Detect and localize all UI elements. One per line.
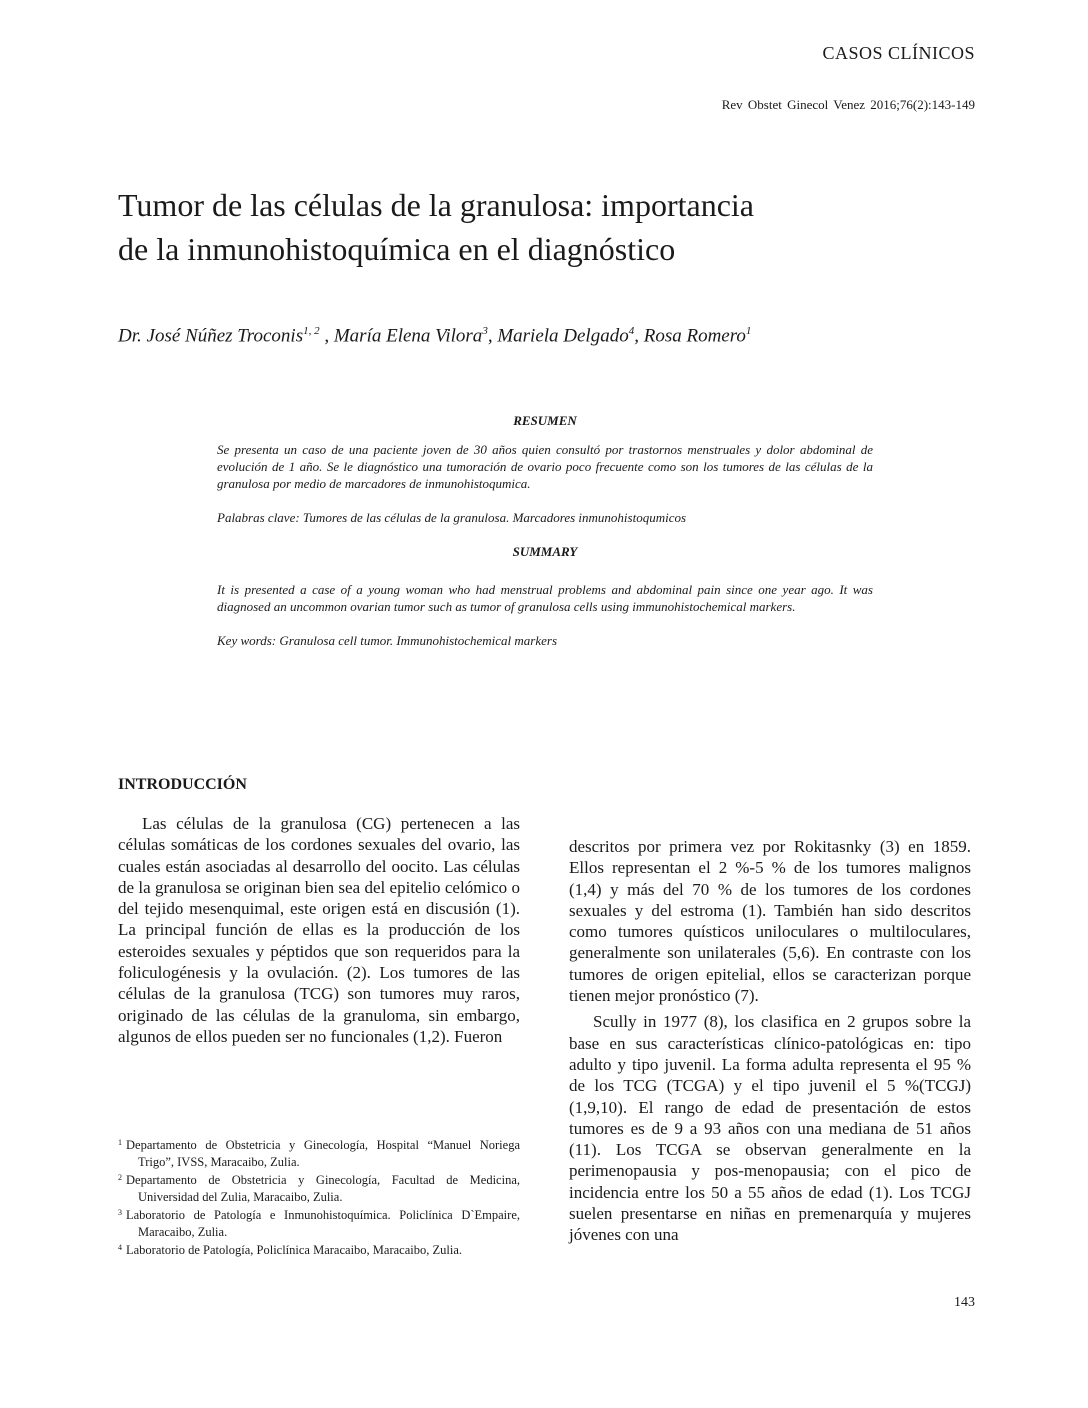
footnote-text: Laboratorio de Patología, Policlínica Maracaibo, Maracaibo, Zulia. [126,1243,462,1257]
author-affiliation: 4 [628,325,635,337]
author-name: Rosa Romero [643,325,746,347]
footnote-number: 1 [118,1138,122,1147]
author-list [118,325,751,347]
author-name: María Elena Vilora [333,325,483,347]
author-separator: , [319,325,334,347]
footnote [118,1207,520,1241]
summary-heading: SUMMARY [512,544,578,559]
summary-text: It is presented a case of a young woman who had menstrual problems and abdominal pain since one year ago. It was diagnosed an uncommon ovarian tumor such as tumor of granulosa cells using immunohistochemical markers. [217,582,873,614]
palabras-clave: Palabras clave: Tumores de las células de la granulosa. Marcadores inmunohistoqumicos [217,510,687,525]
author-affiliation: 3 [482,325,488,337]
author-separator: , [634,325,644,347]
footnote-number: 2 [118,1173,122,1182]
body-paragraph: Las células de la granulosa (CG) pertenecen a las células somáticas de los cordones sexuales del ovario, las cuales están asociadas al desarrollo del oocito. Las células de la granulosa se originan bien sea del epitelio celómico o del tejido mesenquimal, este origen está en discusión (1). La principal función de ellas es la producción de los esteroides sexuales y péptidos que son requeridos para la foliculogénesis y la ovulación. (2). Los tumores de las células de la granulosa (TCG) son tumores muy raros, originado de las células de la granuloma, sin embargo, algunos de ellos pueden ser no funcionales (1,2). Fueron [118,814,520,1046]
author-separator: , [487,325,498,347]
footnote-text: Departamento de Obstetricia y Ginecología, Hospital “Manuel Noriega Trigo”, IVSS, Maracaibo, Zulia. [126,1138,520,1169]
right-column [569,836,971,1246]
section-header: CASOS CLÍNICOS [822,43,975,63]
footnote-number: 3 [118,1208,122,1217]
footnote-number: 4 [118,1243,122,1252]
footnote [118,1172,520,1206]
body-paragraph: descritos por primera vez por Rokitasnky (3) en 1859. Ellos representan el 2 %-5 % de los tumores malignos (1,4) y más del 70 % de los tumores de los cordones sexuales y del estroma (1). También han sido descritos como tumores quísticos uniloculares o multiloculares, generalmente son unilaterales (5,6). En contraste con los tumores de origen epitelial, ellos se caracterizan porque tienen mejor pronóstico (7). [569,837,971,1006]
page-number: 143 [954,1295,975,1310]
abstract-block [217,412,873,649]
author-name: Mariela Delgado [497,325,629,347]
footnote [118,1137,520,1171]
resumen-heading: RESUMEN [513,413,577,428]
key-words: Key words: Granulosa cell tumor. Immunohistochemical markers [217,633,558,648]
title-line-2: de la inmunohistoquímica en el diagnóstico [118,231,676,267]
author-affiliation: 1, 2 [303,325,320,337]
footnote [118,1242,520,1259]
left-column [118,813,520,1047]
introduction-heading: INTRODUCCIÓN [118,776,247,793]
journal-reference: Rev Obstet Ginecol Venez 2016;76(2):143-149 [721,97,975,112]
resumen-text: Se presenta un caso de una paciente joven de 30 años quien consultó por trastornos menstruales y dolor abdominal de evolución de 1 año. Se le diagnóstico una tumoración de ovario poco frecuente como son los tumores de las células de la granulosa por medio de marcadores de inmunohistoqumica. [217,442,873,491]
affiliation-footnotes [118,1137,520,1260]
author-affiliation: 1 [745,325,752,337]
author-name: Dr. José Núñez Troconis [118,325,304,347]
body-paragraph: Scully in 1977 (8), los clasifica en 2 grupos sobre la base en sus características clínico-patológicas en: tipo adulto y tipo juvenil. La forma adulta representa el 95 % de los TCG (TCGA) y el tipo juvenil el 5 %(TCGJ) (1,9,10). El rango de edad de presentación de estos tumores es de 9 a 93 años con una mediana de 51 años (11). Los TCGA se observan generalmente en la perimenopausia y pos-menopausia; con el pico de incidencia entre los 50 a 55 años de edad (1). Los TCGJ suelen presentarse en niñas en premenarquía y mujeres jóvenes con una [569,1012,971,1245]
title-line-1: Tumor de las células de la granulosa: importancia [118,187,754,223]
article-title [118,183,878,271]
footnote-text: Laboratorio de Patología e Inmunohistoquímica. Policlínica D`Empaire, Maracaibo, Zulia. [126,1208,520,1239]
footnote-text: Departamento de Obstetricia y Ginecología, Facultad de Medicina, Universidad del Zulia, Maracaibo, Zulia. [126,1173,520,1204]
